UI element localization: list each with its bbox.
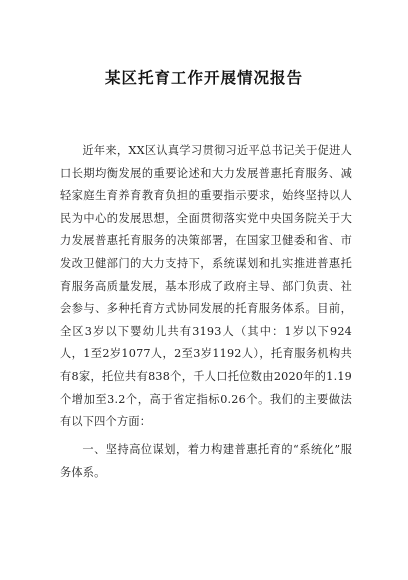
section-heading-paragraph: 一、坚持高位谋划，着力构建普惠托育的“系统化”服务体系。	[60, 443, 352, 479]
document-title: 某区托育工作开展情况报告	[104, 69, 303, 87]
intro-paragraph: 近年来，XX区认真学习贯彻习近平总书记关于促进人口长期均衡发展的重要论述和大力发展普惠托育服务、减轻家庭生育养育教育负担的重要指示要求，始终坚持以人民为中心的发展思想，全面贯彻落实党中央国务院关于大力发展普惠托育服务的决策部署，在国家卫健委和省、市发改卫健部门的大力支持下，系统谋划和扎实推进普惠托育服务高质量发展，基本形成了政府主导、部门负责、社会参与、多种托育方式协同发展的托育服务体系。目前，全区3岁以下婴幼儿共有3193人（其中：1岁以下924人，1至2岁1077人，2至3岁1192人），托育服务机构共有8家，托位共有838个，千人口托位数由2020年的1.19个增加至3.2个，高于省定指标0.26个。我们的主要做法有以下四个方面：	[60, 144, 352, 429]
